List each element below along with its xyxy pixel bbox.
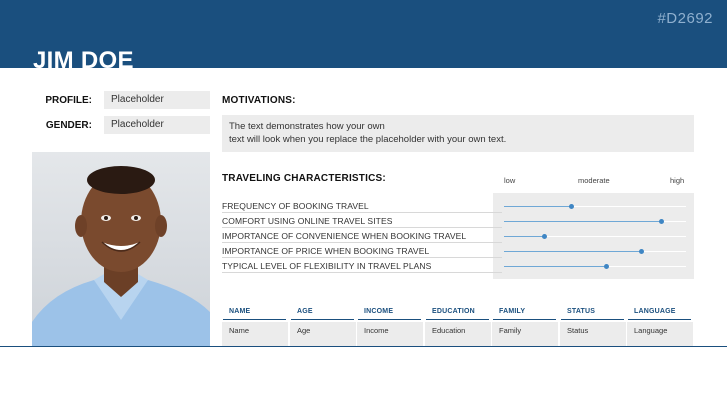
table-cell-text: Age (297, 326, 311, 335)
characteristic-slider-handle[interactable] (569, 204, 574, 209)
column-rule (223, 319, 286, 320)
column-header-education: EDUCATION (432, 308, 475, 315)
characteristic-slider-handle[interactable] (639, 249, 644, 254)
persona-photo (32, 152, 210, 346)
column-header-status: STATUS (567, 308, 596, 315)
scale-high-label: high (670, 176, 685, 185)
characteristic-label: IMPORTANCE OF CONVENIENCE WHEN BOOKING TRAVEL (222, 231, 467, 241)
characteristic-slider-fill (504, 221, 661, 222)
column-header-name: NAME (229, 308, 251, 315)
table-cell-text: Family (499, 326, 522, 335)
profile-label: PROFILE: (45, 95, 92, 106)
scale-low-label: low (504, 176, 516, 185)
characteristic-label: COMFORT USING ONLINE TRAVEL SITES (222, 216, 393, 226)
characteristic-slider-handle[interactable] (542, 234, 547, 239)
column-rule (561, 319, 624, 320)
table-cell-text: Language (634, 326, 668, 335)
column-rule (291, 319, 354, 320)
table-cell-text: Name (229, 326, 250, 335)
column-rule (426, 319, 489, 320)
characteristic-divider (222, 227, 502, 228)
characteristic-slider-handle[interactable] (604, 264, 609, 269)
characteristic-slider-fill (504, 266, 606, 267)
motivations-text (229, 121, 679, 146)
traveling-title: TRAVELING CHARACTERISTICS: (222, 173, 386, 184)
motivations-line-1: The text demonstrates how your own (229, 121, 385, 132)
characteristic-label: FREQUENCY OF BOOKING TRAVEL (222, 201, 369, 211)
column-rule (628, 319, 691, 320)
motivations-line-2: text will look when you replace the placeholder with your own text. (229, 133, 507, 145)
characteristic-divider (222, 272, 502, 273)
column-header-income: INCOME (364, 308, 394, 315)
motivations-title: MOTIVATIONS: (222, 95, 296, 106)
column-rule (358, 319, 421, 320)
bottom-divider (0, 346, 727, 347)
characteristic-slider-fill (504, 206, 571, 207)
column-header-age: AGE (297, 308, 313, 315)
characteristic-label: TYPICAL LEVEL OF FLEXIBILITY IN TRAVEL PLANS (222, 261, 432, 271)
characteristic-divider (222, 212, 502, 213)
characteristic-slider-fill (504, 236, 544, 237)
gender-label: GENDER: (45, 120, 92, 131)
profile-field[interactable]: Placeholder (104, 91, 210, 109)
table-cell-text: Status (567, 326, 589, 335)
characteristic-slider-fill (504, 251, 641, 252)
slide-code: #D2692 (657, 10, 713, 27)
scale-moderate-label: moderate (578, 176, 610, 185)
column-header-language: LANGUAGE (634, 308, 676, 315)
column-header-family: FAMILY (499, 308, 526, 315)
column-rule (493, 319, 556, 320)
characteristic-label: IMPORTANCE OF PRICE WHEN BOOKING TRAVEL (222, 246, 430, 256)
table-cell-text: Income (364, 326, 389, 335)
person-portrait-icon (32, 152, 210, 346)
persona-name: JIM DOE (33, 47, 134, 74)
table-cell-text: Education (432, 326, 466, 335)
gender-field[interactable]: Placeholder (104, 116, 210, 134)
characteristic-divider (222, 242, 502, 243)
characteristic-slider-handle[interactable] (659, 219, 664, 224)
characteristic-divider (222, 257, 502, 258)
